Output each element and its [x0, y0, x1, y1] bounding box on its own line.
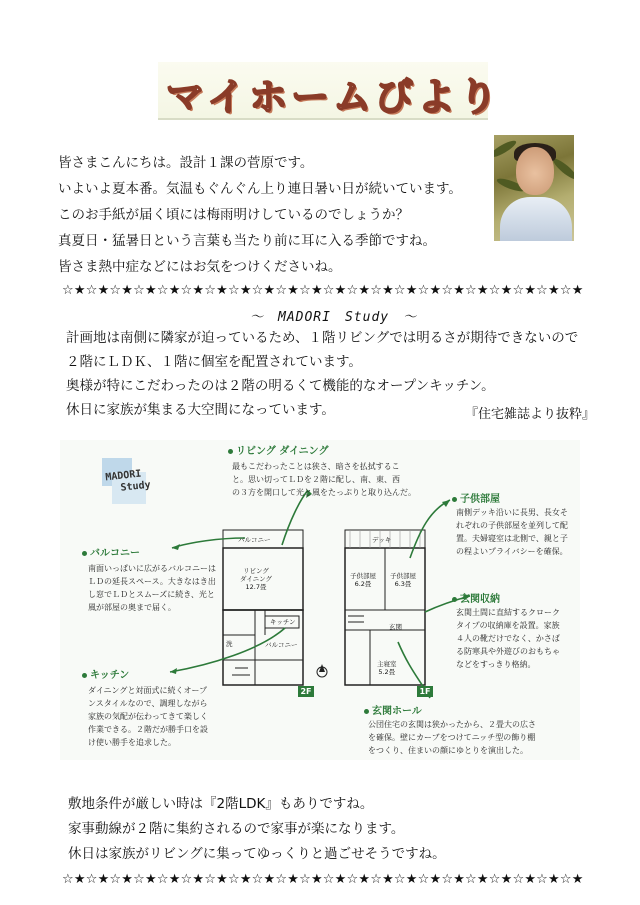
plan-2f-balcony-bottom: バルコニー — [265, 641, 298, 649]
plan-1f-master-size: 5.2畳 — [378, 668, 396, 676]
annotation-line: ＬＤの延長スペース。大きなはき出 — [88, 577, 216, 586]
annotation-line: 公団住宅の玄関は狭かったから、２畳大の広さ — [368, 720, 536, 729]
article-line: 休日に家族が集まる大空間になっています。 — [66, 402, 335, 418]
plan-1f-master-label: 主寝室 — [377, 660, 397, 668]
source-credit: 『住宅雑誌より抜粋』 — [465, 407, 596, 422]
plan-1f-kid1 — [350, 572, 376, 588]
plan-1f-master — [377, 660, 397, 676]
intro-line: いよいよ夏本番。気温もぐんぐん上り連日暑い日が続いています。 — [58, 181, 462, 197]
logo-line: MADORI — [104, 468, 142, 484]
annotation-line: タイプの収納庫を設置。家族 — [456, 621, 560, 630]
closing-line: 家事動線が２階に集約されるので家事が楽になります。 — [68, 821, 405, 837]
annotation-line: 最もこだわったことは狭さ、暗さを払拭するこ — [232, 462, 400, 471]
plan-1f-kid2 — [390, 572, 416, 588]
star-divider-top: ☆★☆★☆★☆★☆★☆★☆★☆★☆★☆★☆★☆★☆★☆★☆★☆★☆★☆★☆★☆★☆★☆★ — [62, 283, 584, 298]
annotation-line: ダイニングと対面式に続くオープ — [88, 686, 208, 695]
annotation-storage-body — [456, 606, 560, 671]
closing-line: 敷地条件が厳しい時は『2階LDK』もありですね。 — [68, 796, 374, 812]
annotation-kids-body — [456, 506, 568, 558]
annotation-line: 南側デッキ沿いに長男、長女そ — [456, 508, 568, 517]
annotation-line: 風が部屋の奥まで届く。 — [88, 603, 176, 612]
plan-1f-kid1-size: 6.2畳 — [354, 580, 372, 588]
article-line: ２階にＬＤＫ、１階に個室を配置されています。 — [66, 354, 362, 370]
annotation-line: などをすっきり格納。 — [456, 660, 536, 669]
plan-1f-kid1-label: 子供部屋 — [350, 572, 376, 580]
plan-1f-deck: デッキ — [372, 536, 392, 544]
annotation-line: 置。夫婦寝室は北側で、親と子 — [456, 534, 568, 543]
title-banner — [158, 62, 502, 124]
annotation-line: の３方を開口して光と風をたっぷりと取り込んだ。 — [232, 488, 416, 497]
annotation-living-body — [232, 460, 416, 499]
intro-line: 皆さま熱中症などにはお気をつけくださいね。 — [58, 259, 342, 275]
annotation-entrance-title: 玄関ホール — [364, 702, 422, 717]
annotation-line: ンスタイルなので、調理しながら — [88, 699, 208, 708]
annotation-line: れぞれの子供部屋を並列して配 — [456, 521, 568, 530]
author-photo — [494, 135, 574, 241]
annotation-line: をつくり、住まいの顔にゆとりを演出した。 — [368, 746, 528, 755]
annotation-balcony-body — [88, 562, 216, 614]
annotation-line: の程よいプライバシーを確保。 — [456, 547, 568, 556]
annotation-line: 作業できる。２階だが勝手口を設 — [88, 725, 208, 734]
annotation-line: る防寒具や外遊びのおもちゃ — [456, 647, 560, 656]
annotation-kitchen-title: キッチン — [82, 666, 129, 681]
floor-tag-1f: 1F — [417, 686, 433, 697]
intro-text — [58, 150, 498, 280]
article-line: 計画地は南側に隣家が迫っているため、１階リビングでは明るさが期待できないので — [66, 330, 579, 346]
plan-2f-wash: 洗 — [226, 640, 233, 648]
plan-2f-living-label: リビング — [243, 567, 269, 575]
annotation-kids-title: 子供部屋 — [452, 490, 500, 505]
plan-1f-kid2-label: 子供部屋 — [390, 572, 416, 580]
annotation-line: ４人の靴だけでなく、かさば — [456, 634, 560, 643]
intro-line: 真夏日・猛暑日という言葉も当たり前に耳に入る季節ですね。 — [58, 233, 436, 249]
plan-2f-living-size: 12.7畳 — [245, 583, 267, 591]
annotation-line: を確保。壁にカーブをつけてニッチ型の飾り棚 — [368, 733, 536, 742]
annotation-line: し窓でＬＤとスムーズに続き、光と — [88, 590, 215, 599]
star-divider-bottom: ☆★☆★☆★☆★☆★☆★☆★☆★☆★☆★☆★☆★☆★☆★☆★☆★☆★☆★☆★☆★☆★☆★ — [62, 872, 584, 887]
intro-line: このお手紙が届く頃には梅雨明けしているのでしょうか？ — [58, 207, 409, 223]
closing-line: 休日は家族がリビングに集ってゆっくりと過ごせそうですね。 — [68, 846, 446, 862]
floor-plan-figure — [60, 440, 580, 760]
plan-2f-living — [240, 567, 272, 591]
page-title: マイホームびより — [166, 75, 502, 119]
annotation-line: 玄関土間に直結するクローク — [456, 608, 560, 617]
annotation-line: 家族の気配が伝わってきて楽しく — [88, 712, 208, 721]
annotation-balcony-title: バルコニー — [82, 544, 140, 559]
plan-1f-kid2-size: 6.3畳 — [394, 580, 412, 588]
annotation-storage-title: 玄関収納 — [452, 590, 500, 605]
plan-2f-dining-label: ダイニング — [240, 575, 272, 583]
annotation-line: け使い勝手を追求した。 — [88, 738, 176, 747]
plan-2f-balcony-top: バルコニー — [238, 536, 271, 544]
floor-tag-2f: 2F — [298, 686, 314, 697]
annotation-line: と。思い切ってＬＤを２階に配し、南、東、西 — [232, 475, 400, 484]
section-heading: ～ MADORI Study ～ — [250, 310, 418, 325]
annotation-kitchen-body — [88, 684, 208, 749]
closing-text — [68, 792, 588, 867]
annotation-living-title: リビング ダイニング — [228, 442, 328, 457]
intro-line: 皆さまこんにちは。設計１課の菅原です。 — [58, 155, 314, 171]
plan-1f-entrance: 玄関 — [389, 623, 402, 631]
plan-2f-kitchen: キッチン — [270, 618, 296, 626]
annotation-entrance-body — [368, 718, 536, 757]
article-line: 奥様が特にこだわったのは２階の明るくて機能的なオープンキッチン。 — [66, 378, 495, 394]
logo-line: Study — [120, 479, 152, 494]
annotation-line: 南面いっぱいに広がるバルコニーは — [88, 564, 216, 573]
